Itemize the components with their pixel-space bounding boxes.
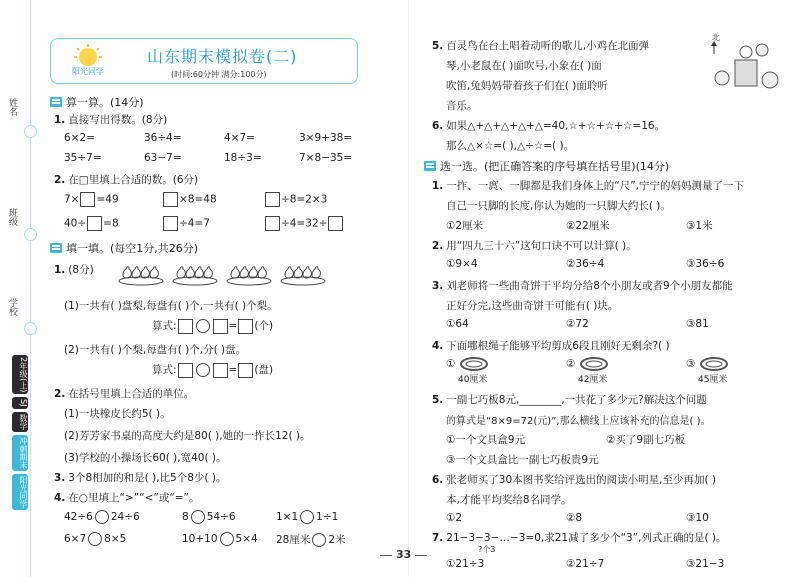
compare-circle[interactable]: [312, 533, 326, 547]
c1-line1: [432, 178, 744, 193]
logo-text: 阳光同学: [72, 67, 104, 76]
compare-item: 10+10 5×4: [182, 533, 258, 545]
q-number: 1.: [432, 180, 444, 192]
animal-band-illustration: [700, 30, 790, 100]
q1-1-prompt: [54, 112, 167, 127]
tag-series: 冲刺期末: [12, 435, 28, 471]
q-number: 4.: [432, 340, 444, 352]
answer-box[interactable]: [213, 363, 228, 378]
c3-line1: [432, 278, 733, 293]
page-number: 33: [376, 548, 431, 561]
calc-item: 63−7=: [144, 152, 182, 164]
answer-box[interactable]: [238, 363, 253, 378]
q-text: 如果△+△+△+△+△=40,☆+☆+☆+☆=16。: [446, 120, 666, 132]
tag-grade: 2年级(上): [12, 355, 28, 394]
pear-plate-icon: [280, 256, 326, 286]
answer-box[interactable]: [178, 319, 193, 334]
pear-plate-icon: [118, 256, 164, 286]
fill-item: 7× =49: [64, 193, 119, 206]
calc-item: 18÷3=: [224, 152, 262, 164]
fill-item: 40÷ =8: [64, 217, 119, 230]
q-text: 用“四九三十六”这句口诀不可以计算( )。: [446, 240, 637, 252]
choice-option[interactable]: ①64: [446, 318, 469, 330]
section-3-title: 选一选。(把正确答案的序号填在括号里)(14分): [440, 160, 670, 173]
q-text: 直接写出得数。(8分): [68, 114, 168, 126]
tag-subject: 数学: [12, 412, 28, 432]
q2-2-prompt: [54, 386, 194, 401]
choice-option[interactable]: ①2厘米: [446, 220, 484, 232]
q-number: 3.: [54, 472, 66, 484]
q-text: 下面哪根绳子能够平均剪成6段且刚好无剩余?( ): [446, 340, 670, 352]
fill-item: ×8=48: [162, 192, 217, 207]
name-label: 姓名: [7, 98, 17, 116]
formula-row-1: 算式: = (个): [152, 320, 274, 332]
q-number: 7.: [432, 532, 444, 544]
section-icon: [50, 243, 62, 253]
choice-option[interactable]: ③10: [686, 512, 709, 524]
choice-option[interactable]: ①9×4: [446, 258, 478, 270]
compare-circle[interactable]: [191, 510, 205, 524]
calc-item: 3×9+38=: [299, 132, 353, 144]
q-number: 3.: [432, 280, 444, 292]
calc-item: 36÷4=: [144, 132, 182, 144]
choice-option[interactable]: ②36÷4: [566, 258, 605, 270]
choice-option[interactable]: ③81: [686, 318, 709, 330]
q2-5-line2: 琴,小老鼠在( )面吹号,小象在( )面: [446, 60, 602, 72]
answer-box[interactable]: [213, 319, 228, 334]
rope-length: 45厘米: [698, 375, 728, 385]
c2-line1: [432, 238, 637, 253]
q2-3: [54, 470, 226, 485]
exam-info: (时间:60分钟 满分:100分): [171, 70, 267, 79]
class-label: 班级: [7, 208, 17, 226]
choice-option[interactable]: ①2: [446, 512, 463, 524]
left-page: [44, 0, 404, 577]
c7-line1: [432, 530, 727, 545]
answer-box[interactable]: [163, 216, 178, 231]
q2-2-c: (3)学校的小操场长60( ),宽40( )。: [64, 452, 227, 464]
choice-option[interactable]: ②8: [566, 512, 583, 524]
c4-line1: [432, 338, 670, 353]
q-number: 5.: [432, 40, 444, 52]
q-number: 1.: [54, 264, 66, 276]
pear-plates: [118, 256, 326, 286]
answer-box[interactable]: [238, 319, 253, 334]
choice-option[interactable]: ③1米: [686, 220, 713, 232]
q-text: 一副七巧板8元,________,一共花了多少元?解决这个问题: [446, 394, 707, 406]
section-icon: [50, 97, 62, 107]
q2-5-line4: 音乐。: [446, 100, 478, 112]
compare-item: 1×1 1÷1: [276, 511, 339, 523]
answer-box[interactable]: [178, 363, 193, 378]
q-text: 张老师买了30本图书奖给评选出的阅读小明星,至少再加( ): [446, 474, 717, 486]
q-text: 刘老师将一些曲奇饼干平均分给8个小朋友或者9个小朋友都能: [446, 280, 733, 292]
c6-line1: [432, 472, 716, 487]
q2-4-prompt: [54, 490, 200, 505]
rope-icon: [459, 356, 489, 372]
compass-north-label: 北: [712, 33, 720, 42]
binding-hole: [24, 125, 37, 138]
binding-hole: [24, 322, 37, 335]
q-number: 2.: [54, 388, 66, 400]
sun-logo-icon: [61, 43, 115, 77]
c3-line2: 正好分完,这些曲奇饼干可能有( )块。: [446, 300, 619, 312]
section-icon: [424, 161, 436, 171]
q-text: 在括号里填上合适的单位。: [68, 388, 195, 400]
q-score: (8分): [68, 264, 94, 276]
rope-option[interactable]: ② 42厘米: [566, 358, 608, 385]
rope-length: 42厘米: [578, 375, 608, 385]
tag-brand: 阳光同学: [12, 474, 28, 510]
q2-6-line1: [432, 118, 665, 133]
answer-box[interactable]: [265, 192, 280, 207]
grade-tags: [12, 355, 30, 513]
section-3-header: [424, 158, 669, 174]
calc-item: 6×2=: [64, 132, 95, 144]
q2-5-line3: 吹笛,兔妈妈带着孩子们在( )面聆听: [446, 80, 608, 92]
section-1-header: [50, 94, 144, 110]
section-2-header: [50, 240, 198, 256]
compare-item: 6×7 8×5: [64, 533, 127, 545]
rope-option[interactable]: ① 40厘米: [446, 358, 488, 385]
binding-sidebar: [0, 0, 44, 577]
c5-line2: 的算式是“8×9=72(元)”,那么横线上应该补充的信息是( )。: [446, 416, 711, 427]
q-number: 6.: [432, 120, 444, 132]
q-text: 在○里填上“>”“<”或“=”。: [68, 492, 200, 504]
q2-6-line2: 那么△×☆=( ),△÷☆=( )。: [446, 140, 575, 152]
binding-hole: [24, 228, 37, 241]
page-title: 山东期末模拟卷(二): [147, 47, 298, 66]
rope-icon: [699, 356, 729, 372]
q2-1-part2: (2)一共有( )个梨,每盘有( )个,分( )盘。: [64, 344, 247, 356]
compare-circle[interactable]: [300, 510, 314, 524]
right-page: [418, 0, 794, 577]
brace-label: ?个3: [478, 545, 496, 554]
q-text: 在□里填上合适的数。(6分): [68, 174, 199, 186]
rope-length: 40厘米: [458, 375, 488, 385]
c1-line2: 自己一只脚的长度,你认为她的一只脚大约长( )。: [446, 200, 671, 212]
choice-option[interactable]: ②72: [566, 318, 589, 330]
choice-option[interactable]: ②买了9副七巧板: [606, 434, 686, 446]
rope-option[interactable]: ③ 45厘米: [686, 358, 728, 385]
q-text: 3个8相加的和是( ),比5个8少( )。: [68, 472, 227, 484]
operator-circle[interactable]: [196, 319, 210, 333]
pear-plate-icon: [172, 256, 218, 286]
q-text: 21−3−3−…−3=0,求21减了多少个“3”,列式正确的是( )。: [446, 532, 727, 544]
q1-2-prompt: [54, 172, 198, 187]
rope-icon: [579, 356, 609, 372]
binding-line: [30, 0, 31, 577]
choice-option[interactable]: ①21÷3: [446, 558, 485, 570]
q2-1-prompt: [54, 262, 94, 277]
q2-2-a: (1)一块橡皮长约5( )。: [64, 408, 171, 420]
choice-option[interactable]: ②22厘米: [566, 220, 610, 232]
compare-item: 42÷6 24÷6: [64, 511, 140, 523]
q-text: 百灵鸟在台上唱着动听的歌儿,小鸡在北面弹: [446, 40, 650, 52]
q2-1-part1: (1)一共有( )盘梨,每盘有( )个,一共有( )个梨。: [64, 300, 278, 312]
operator-circle[interactable]: [196, 363, 210, 377]
answer-box[interactable]: [328, 216, 343, 231]
q-number: 2.: [54, 174, 66, 186]
q2-2-b: (2)芳芳家书桌的高度大约是80( ),她的一拃长12( )。: [64, 430, 311, 442]
choice-option[interactable]: ③21−3: [686, 558, 725, 570]
tag-edition: SJ: [12, 397, 28, 408]
calc-item: 35÷7=: [64, 152, 102, 164]
answer-box[interactable]: [163, 192, 178, 207]
q-number: 5.: [432, 394, 444, 406]
formula-row-2: 算式: = (盘): [152, 364, 274, 376]
calc-item: 4×7=: [224, 132, 255, 144]
fill-item: ÷4=32÷: [264, 216, 344, 231]
title-box: [50, 38, 358, 84]
pear-plate-icon: [226, 256, 272, 286]
q-number: 1.: [54, 114, 66, 126]
answer-box[interactable]: [87, 216, 102, 231]
section-1-title: 算一算。(14分): [66, 96, 144, 109]
q-number: 6.: [432, 474, 444, 486]
answer-box[interactable]: [80, 192, 95, 207]
c6-line2: 本,才能平均奖给8名同学。: [446, 494, 572, 506]
section-2-title: 填一填。(每空1分,共26分): [66, 242, 199, 255]
q-number: 4.: [54, 492, 66, 504]
choice-option[interactable]: ③36÷6: [686, 258, 725, 270]
calc-item: 7×8−35=: [299, 152, 353, 164]
compare-circle[interactable]: [88, 532, 102, 546]
answer-box[interactable]: [265, 216, 280, 231]
choice-option[interactable]: ①一个文具盒9元: [446, 434, 526, 446]
compare-item: 28厘米 2米: [276, 534, 346, 546]
q2-5-line1: [432, 38, 649, 53]
fill-item: ÷8=2×3: [264, 192, 327, 207]
school-label: 学校: [7, 298, 17, 316]
choice-option[interactable]: ③一个文具盒比一副七巧板贵9元: [446, 454, 599, 466]
compare-circle[interactable]: [220, 532, 234, 546]
compare-item: 8 54÷6: [182, 511, 236, 523]
q-number: 2.: [432, 240, 444, 252]
choice-option[interactable]: ②21÷7: [566, 558, 605, 570]
page-spine: [408, 0, 409, 577]
compare-circle[interactable]: [95, 510, 109, 524]
fill-item: ÷4=7: [162, 216, 210, 231]
c5-line1: [432, 392, 707, 407]
q-text: 一拃、一庹、一脚都是我们身体上的“尺”,宁宁的妈妈测量了一下: [446, 180, 745, 192]
